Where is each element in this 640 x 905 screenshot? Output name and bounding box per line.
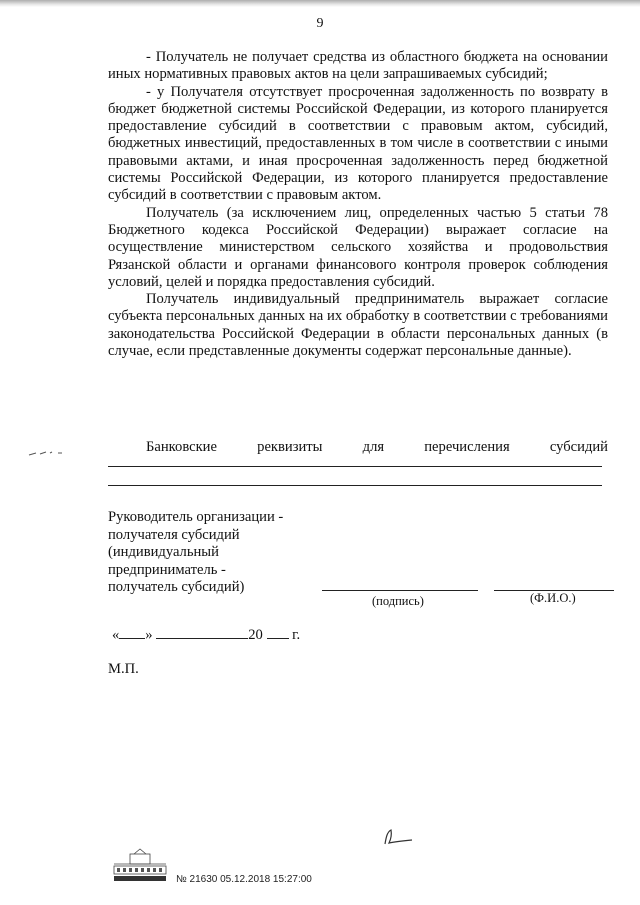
document-registration-code: № 21630 05.12.2018 15:27:00	[176, 874, 312, 885]
paragraph-no-overdue-debt: - у Получателя отсутствует просроченная задолженность по возврату в бюджет бюджетной системы Российской Федерации, из которого планируется предоставление субсидий в соответствии с правовым актом, субсидий, бюджетных инвестиций, предоставленных в том числе в соответствии с иными правовыми актами, и иная просроченная задолженность перед бюджетной системы Российской Федерации, из которого планируется предоставление субсидий в соответствии с правовым актом.	[108, 83, 608, 204]
margin-mark	[28, 448, 64, 458]
signature-caption: (подпись)	[372, 594, 424, 608]
bank-label-word: перечисления	[424, 439, 510, 455]
year-prefix: 20	[248, 627, 263, 643]
bank-label-word: реквизиты	[257, 439, 323, 455]
paragraph-no-other-funds: - Получатель не получает средства из областного бюджета на основании иных нормативных правовых актов на цели запрашиваемых субсидий;	[108, 49, 608, 83]
paragraph-consent-inspection: Получатель (за исключением лиц, определенных частью 5 статьи 78 Бюджетного кодекса Российской Федерации) выражает согласие на осуществление министерством сельского хозяйства и продовольствия Рязанской области и органами финансового контроля проверок соблюдения условий, целей и порядка предоставления субсидий.	[108, 204, 608, 290]
page-number: 9	[316, 16, 324, 31]
paragraph-consent-personal-data: Получатель индивидуальный предприниматель выражает согласие субъекта персональных данных на их обработку в соответствии с требованиями законодательства Российской Федерации в области персональных данных (в случае, если представленные документы содержат персональные данные).	[108, 291, 608, 360]
year-suffix: г.	[292, 627, 301, 643]
signer-label-line: получатель субсидий)	[108, 579, 245, 596]
bank-label-word: Банковские	[146, 439, 217, 455]
date-line	[112, 625, 300, 644]
signer-label-line: получателя субсидий	[108, 526, 240, 543]
registry-seal-logo	[112, 848, 168, 884]
bank-label-word: субсидий	[549, 439, 608, 455]
date-open-quote: «	[112, 627, 120, 643]
signer-label-line: предприниматель -	[108, 561, 226, 578]
day-blank[interactable]	[119, 625, 145, 639]
signer-label	[108, 509, 318, 597]
year-blank[interactable]	[267, 625, 289, 639]
bank-label-word: для	[362, 439, 385, 455]
handwritten-initial	[382, 828, 414, 846]
name-caption: (Ф.И.О.)	[530, 591, 576, 605]
signer-label-line: (индивидуальный	[108, 544, 219, 561]
bank-details-line-1[interactable]	[108, 466, 602, 467]
date-close-quote: »	[145, 627, 153, 643]
scan-edge-shadow	[0, 0, 640, 7]
body-text	[108, 49, 608, 360]
bank-details-label	[146, 439, 608, 456]
month-blank[interactable]	[156, 625, 248, 639]
signer-label-line: Руководитель организации -	[108, 509, 284, 525]
bank-details-line-2[interactable]	[108, 485, 602, 486]
signature-line[interactable]	[322, 590, 478, 591]
stamp-place-label: М.П.	[108, 661, 139, 677]
